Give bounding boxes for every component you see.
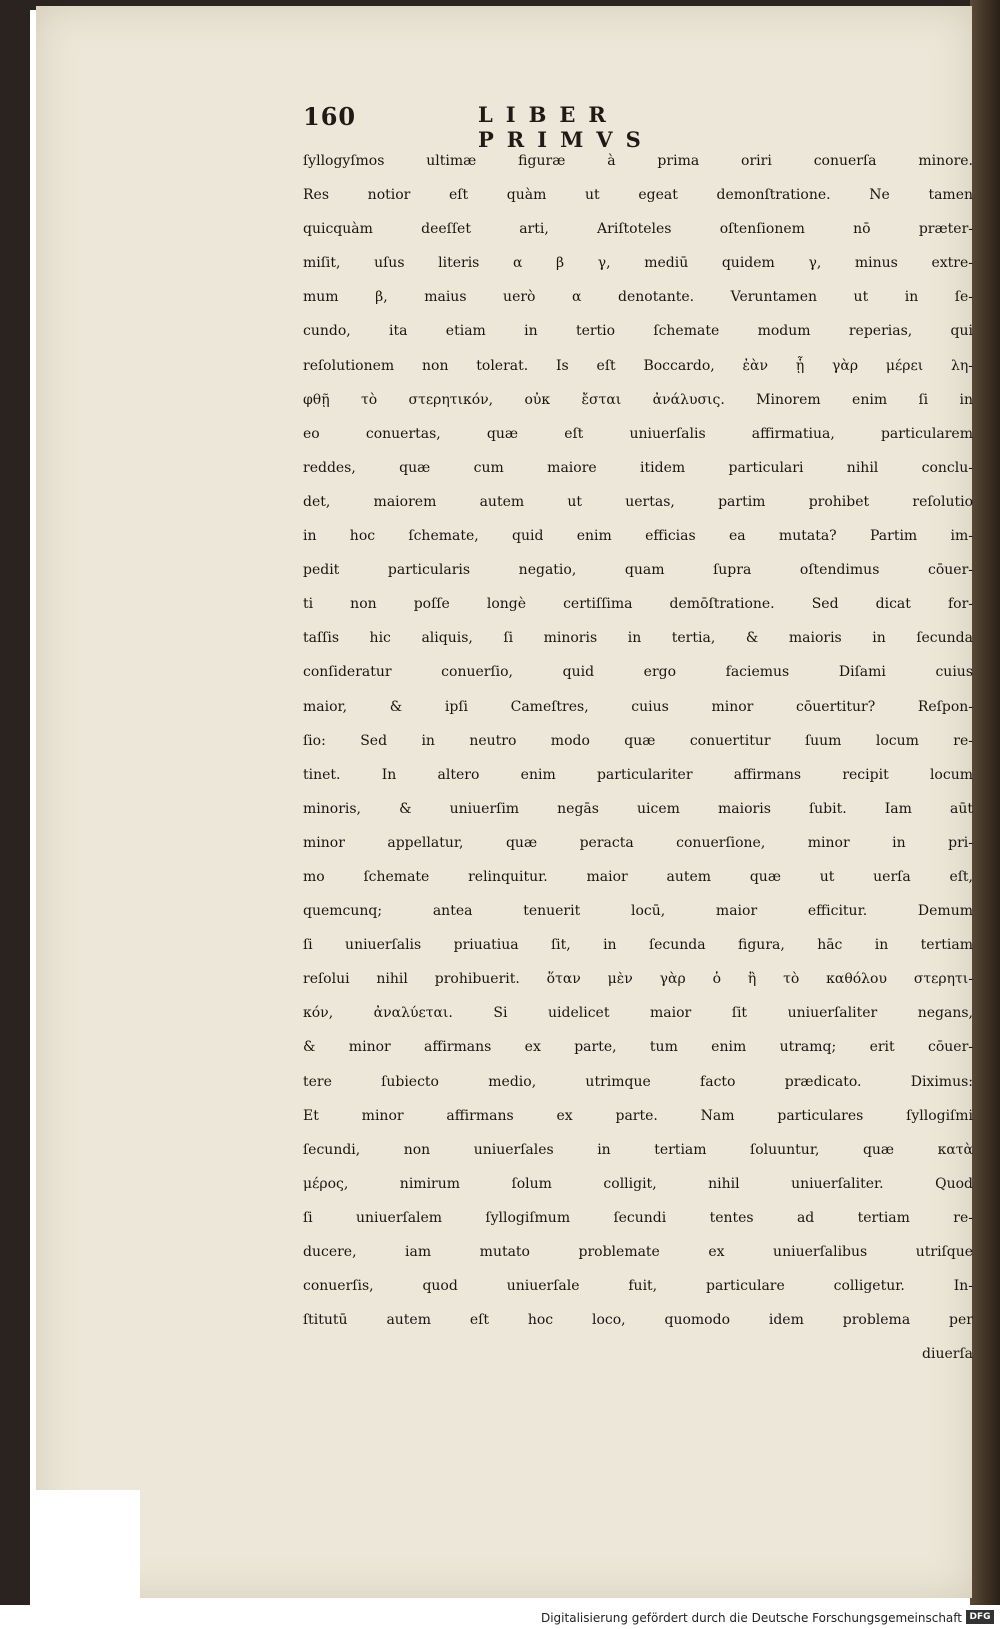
text-line: mum β, maius uerò α denotante. Veruntamen ut in ſe- bbox=[303, 289, 973, 306]
text-line: reſolutionem non tolerat. Is eſt Boccardo, ἐὰν ᾗ γὰρ μέρει λη- bbox=[303, 357, 973, 374]
text-line: quicquàm deeſſet arti, Ariſtoteles oſtenſionem nō præter- bbox=[303, 221, 973, 238]
text-line: miſit, uſus literis α β γ, mediū quidem γ, minus extre- bbox=[303, 255, 973, 272]
running-head: LIBER PRIMVS bbox=[478, 102, 654, 152]
text-line: reddes, quæ cum maiore itidem particulari nihil conclu- bbox=[303, 459, 973, 476]
text-line: maior, & ipſi Cameſtres, cuius minor cōuertitur? Reſpon- bbox=[303, 698, 973, 715]
body-text bbox=[303, 144, 973, 1371]
text-line: φθῇ τὸ στερητικόν, οὐκ ἔσται ἀνάλυσις. Minorem enim ſi in bbox=[303, 391, 973, 408]
text-line: Et minor affirmans ex parte. Nam particulares ſyllogiſmi bbox=[303, 1107, 973, 1124]
text-line: minor appellatur, quæ peracta conuerſione, minor in pri- bbox=[303, 834, 973, 851]
page-header bbox=[303, 102, 803, 152]
scan-left-border bbox=[0, 0, 30, 1629]
text-line: cundo, ita etiam in tertio ſchemate modum reperias, qui bbox=[303, 323, 973, 340]
text-line: eo conuertas, quæ eſt uniuerſalis affirmatiua, particularem bbox=[303, 425, 973, 442]
text-line: taſſis hic aliquis, ſi minoris in tertia, & maioris in ſecunda bbox=[303, 630, 973, 647]
text-line: tinet. In altero enim particulariter affirmans recipit locum bbox=[303, 766, 973, 783]
text-line: reſolui nihil prohibuerit. ὅταν μὲν γὰρ ὁ ἢ τὸ καθόλου στερητι- bbox=[303, 971, 973, 988]
text-line: ducere, iam mutato problemate ex uniuerſalibus utriſque bbox=[303, 1244, 973, 1260]
text-line: pedit particularis negatio, quam ſupra oſtendimus cōuer- bbox=[303, 562, 973, 579]
torn-page-corner bbox=[30, 1490, 140, 1605]
text-line: ſtitutū autem eſt hoc loco, quomodo idem problema per bbox=[303, 1312, 973, 1329]
text-line: κόν, ἀναλύεται. Si uidelicet maior ſit uniuerſaliter negans, bbox=[303, 1005, 973, 1022]
text-line: ſyllogyſmos ultimæ figuræ à prima oriri conuerſa minore. bbox=[303, 153, 973, 169]
text-line: ſecundi, non uniuerſales in tertiam ſoluuntur, quæ κατὰ bbox=[303, 1141, 973, 1158]
text-line: minoris, & uniuerſim negās uicem maioris ſubit. Iam aūt bbox=[303, 800, 973, 817]
text-line: det, maiorem autem ut uertas, partim prohibet reſolutio bbox=[303, 493, 973, 510]
text-line: ſio: Sed in neutro modo quæ conuertitur ſuum locum re- bbox=[303, 732, 973, 749]
text-line: ſi uniuerſalis priuatiua ſit, in ſecunda figura, hāc in tertiam bbox=[303, 937, 973, 954]
page-number: 160 bbox=[303, 102, 357, 131]
text-line: mo ſchemate relinquitur. maior autem quæ ut uerſa eſt, bbox=[303, 868, 973, 885]
text-line: conſideratur conuerſio, quid ergo faciemus Diſami cuius bbox=[303, 664, 973, 681]
text-line: μέρος, nimirum ſolum colligit, nihil uniuerſaliter. Quod bbox=[303, 1175, 973, 1192]
text-line: in hoc ſchemate, quid enim efficias ea mutata? Partim im- bbox=[303, 528, 973, 545]
text-line: ti non poſſe longè certiſſima demōſtratione. Sed dicat for- bbox=[303, 596, 973, 613]
text-line: & minor affirmans ex parte, tum enim utramq; erit cōuer- bbox=[303, 1039, 973, 1056]
text-line: Res notior eſt quàm ut egeat demonſtratione. Ne tamen bbox=[303, 187, 973, 204]
text-line: quemcunq; antea tenuerit locū, maior efficitur. Demum bbox=[303, 903, 973, 920]
book-spine-edge bbox=[970, 0, 1000, 1605]
text-line: ſi uniuerſalem ſyllogiſmum ſecundi tentes ad tertiam re- bbox=[303, 1209, 973, 1226]
text-line: tere ſubiecto medio, utrimque facto prædicato. Diximus: bbox=[303, 1073, 973, 1090]
dfg-logo: DFG bbox=[966, 1610, 994, 1624]
catchword: diuerſa bbox=[922, 1346, 973, 1363]
footer-credit: Digitalisierung gefördert durch die Deutsche Forschungsgemeinschaft bbox=[540, 1611, 962, 1625]
text-line: conuerſis, quod uniuerſale fuit, particulare colligetur. In- bbox=[303, 1278, 973, 1295]
